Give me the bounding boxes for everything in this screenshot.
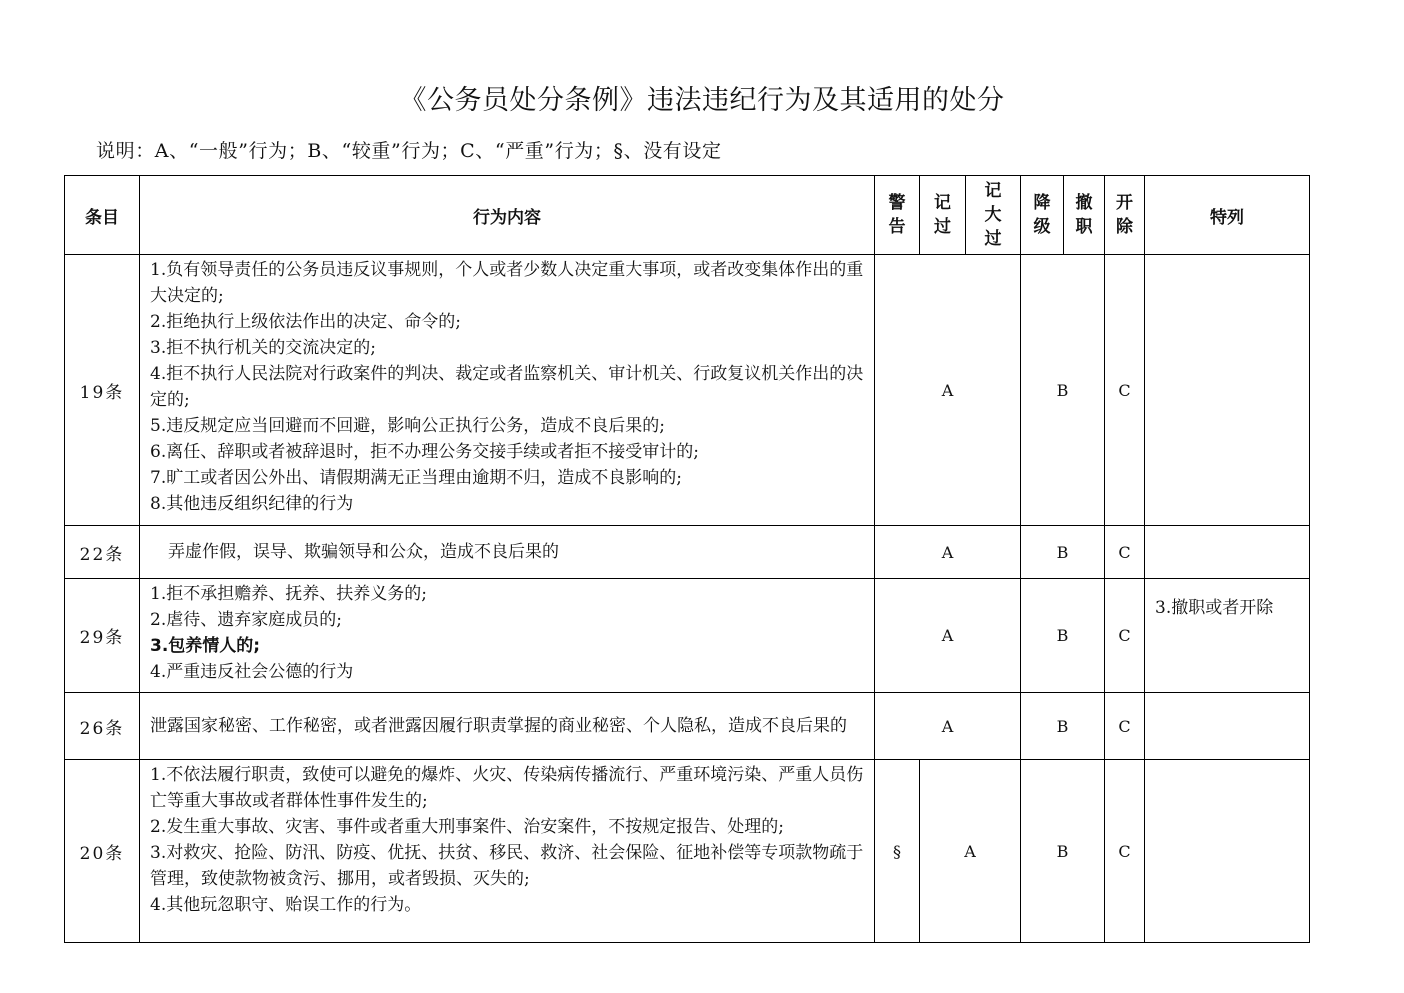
behavior-line: 7.旷工或者因公外出、请假期满无正当理由逾期不归，造成不良影响的; (150, 468, 682, 488)
item-number: 20条 (65, 760, 140, 943)
grade-b: B (1021, 526, 1105, 579)
grade-a: A (875, 579, 1021, 693)
grade-a: A (920, 760, 1021, 943)
behavior-line-bold: 3.包养情人的; (150, 636, 261, 656)
special-note (1145, 693, 1310, 760)
behavior-line: 2.拒绝执行上级依法作出的决定、命令的; (150, 312, 461, 332)
behavior-line: 1.不依法履行职责，致使可以避免的爆炸、火灾、传染病传播流行、严重环境污染、严重人员伤亡等重大事故或者群体性事件发生的; (150, 765, 864, 811)
behavior-line: 8.其他违反组织纪律的行为 (150, 494, 354, 514)
item-number: 19条 (65, 255, 140, 526)
grade-b: B (1021, 760, 1105, 943)
grade-warning: § (875, 760, 920, 943)
grade-a: A (875, 693, 1021, 760)
grade-b: B (1021, 693, 1105, 760)
grade-c: C (1105, 693, 1145, 760)
behavior-line: 5.违反规定应当回避而不回避，影响公正执行公务，造成不良后果的; (150, 416, 665, 436)
behavior-content (140, 760, 875, 943)
penalty-table (64, 175, 1310, 943)
behavior-content (140, 255, 875, 526)
header-demerit: 记过 (920, 176, 966, 255)
header-dismissal: 撤职 (1064, 176, 1105, 255)
grade-b: B (1021, 579, 1105, 693)
header-special: 特列 (1145, 176, 1310, 255)
header-warning: 警告 (875, 176, 920, 255)
document-title: 《公务员处分条例》违法违纪行为及其适用的处分 (399, 85, 1005, 116)
grade-c: C (1105, 579, 1145, 693)
header-row (65, 176, 1310, 255)
grade-c: C (1105, 255, 1145, 526)
item-number: 26条 (65, 693, 140, 760)
table-row (65, 693, 1310, 760)
behavior-line: 2.虐待、遗弃家庭成员的; (150, 610, 342, 630)
table-row (65, 760, 1310, 943)
grade-a: A (875, 255, 1021, 526)
table-row (65, 255, 1310, 526)
item-number: 22条 (65, 526, 140, 579)
behavior-line: 4.严重违反社会公德的行为 (150, 662, 354, 682)
special-note (1145, 760, 1310, 943)
behavior-content (140, 526, 875, 579)
behavior-line: 6.离任、辞职或者被辞退时，拒不办理公务交接手续或者拒不接受审计的; (150, 442, 699, 462)
grade-c: C (1105, 760, 1145, 943)
special-note (1145, 255, 1310, 526)
behavior-line: 3.对救灾、抢险、防汛、防疫、优抚、扶贫、移民、救济、社会保险、征地补偿等专项款物疏于管理，致使款物被贪污、挪用，或者毁损、灭失的; (150, 843, 864, 889)
header-content: 行为内容 (140, 176, 875, 255)
behavior-line: 3.拒不执行机关的交流决定的; (150, 338, 376, 358)
behavior-line: 1.拒不承担赡养、抚养、扶养义务的; (150, 584, 427, 604)
behavior-line: 4.其他玩忽职守、贻误工作的行为。 (150, 895, 422, 915)
header-demotion: 降级 (1021, 176, 1064, 255)
behavior-line: 2.发生重大事故、灾害、事件或者重大刑事案件、治安案件，不按规定报告、处理的; (150, 817, 784, 837)
header-item: 条目 (65, 176, 140, 255)
grade-c: C (1105, 526, 1145, 579)
grade-a: A (875, 526, 1021, 579)
item-number: 29条 (65, 579, 140, 693)
legend-note: 说明：A、“一般”行为；B、“较重”行为；C、“严重”行为；§、没有设定 (96, 140, 722, 162)
behavior-line: 4.拒不执行人民法院对行政案件的判决、裁定或者监察机关、审计机关、行政复议机关作出的决定的; (150, 364, 864, 410)
special-note (1145, 526, 1310, 579)
header-expulsion: 开除 (1105, 176, 1145, 255)
table-row (65, 526, 1310, 579)
behavior-content (140, 579, 875, 693)
behavior-line: 1.负有领导责任的公务员违反议事规则，个人或者少数人决定重大事项，或者改变集体作出的重大决定的; (150, 260, 864, 306)
behavior-content (140, 693, 875, 760)
behavior-line: 弄虚作假，误导、欺骗领导和公众，造成不良后果的 (168, 542, 559, 562)
grade-b: B (1021, 255, 1105, 526)
special-note: 3.撤职或者开除 (1145, 579, 1310, 693)
table-row (65, 579, 1310, 693)
header-major-demerit: 记大过 (966, 176, 1021, 255)
behavior-line: 泄露国家秘密、工作秘密，或者泄露因履行职责掌握的商业秘密、个人隐私，造成不良后果的 (150, 716, 847, 736)
